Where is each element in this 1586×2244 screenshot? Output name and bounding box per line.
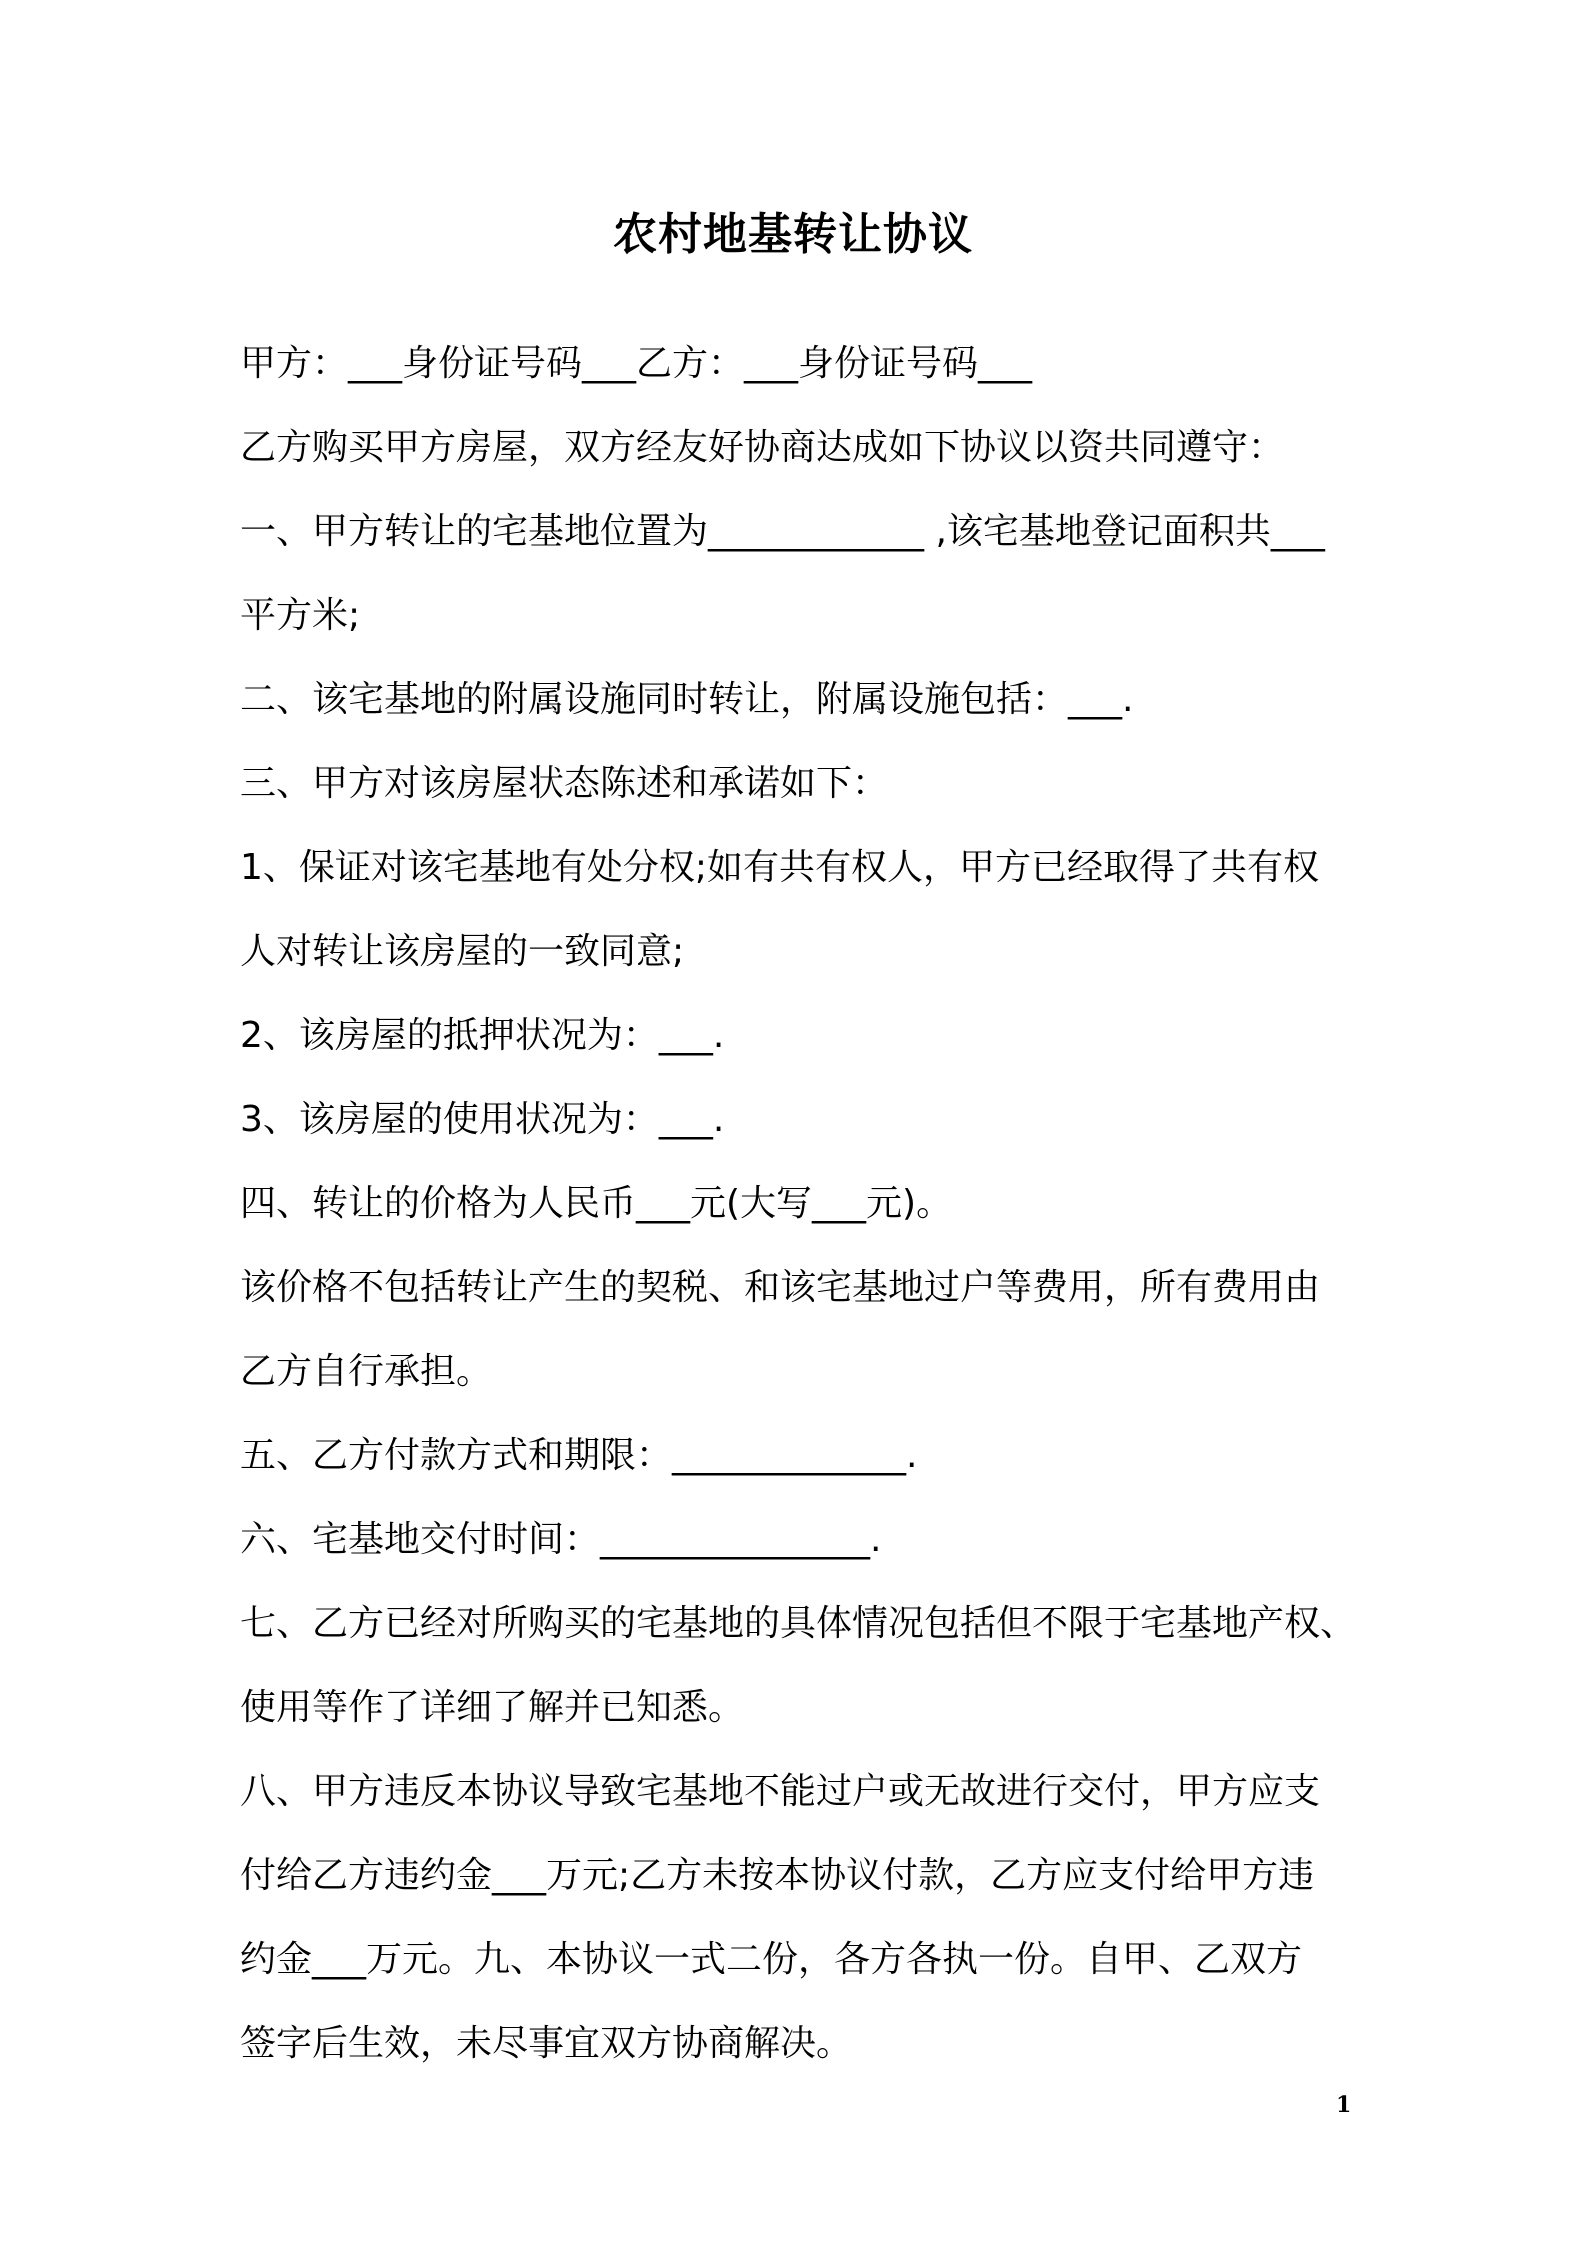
clause-8-line-2: 付给乙方违约金___万元;乙方未按本协议付款，乙方应支付给甲方违 (240, 1855, 1315, 1896)
clause-8-line-4: 签字后生效，未尽事宜双方协商解决。 (240, 2023, 853, 2064)
clause-1-line-2: 平方米; (240, 595, 361, 636)
clause-4-note-line-2: 乙方自行承担。 (240, 1351, 493, 1392)
clause-3-item-1-line-1: 1、保证对该宅基地有处分权;如有共有权人，甲方已经取得了共有权 (240, 847, 1320, 888)
clause-4-note-line-1: 该价格不包括转让产生的契税、和该宅基地过户等费用，所有费用由 (240, 1267, 1321, 1308)
clause-5-line: 五、乙方付款方式和期限：_____________. (240, 1435, 918, 1476)
clause-3-item-3-line: 3、该房屋的使用状况为：___. (240, 1099, 725, 1140)
clause-6-line: 六、宅基地交付时间：_______________. (240, 1519, 882, 1560)
clause-7-line-1: 七、乙方已经对所购买的宅基地的具体情况包括但不限于宅基地产权、 (240, 1603, 1357, 1644)
clause-3-item-2-line: 2、该房屋的抵押状况为：___. (240, 1015, 725, 1056)
document-title: 农村地基转让协议 (613, 209, 973, 260)
clause-3-item-1-line-2: 人对转让该房屋的一致同意; (240, 931, 685, 972)
clause-7-line-2: 使用等作了详细了解并已知悉。 (240, 1687, 745, 1728)
page-number: 1 (1336, 2092, 1352, 2118)
clause-2-line: 二、该宅基地的附属设施同时转让，附属设施包括：___. (240, 679, 1134, 720)
clause-8-line-1: 八、甲方违反本协议导致宅基地不能过户或无故进行交付，甲方应支 (240, 1771, 1321, 1812)
preamble-line: 乙方购买甲方房屋，双方经友好协商达成如下协议以资共同遵守： (240, 427, 1285, 468)
clause-4-line: 四、转让的价格为人民币___元(大写___元)。 (240, 1183, 953, 1224)
clause-8-line-3: 约金___万元。九、本协议一式二份，各方各执一份。自甲、乙双方 (240, 1939, 1303, 1980)
document-body (240, 322, 1370, 2086)
clause-3-line: 三、甲方对该房屋状态陈述和承诺如下： (240, 763, 889, 804)
parties-line: 甲方：___身份证号码___乙方：___身份证号码___ (240, 343, 1033, 384)
clause-1-line-1: 一、甲方转让的宅基地位置为____________ ,该宅基地登记面积共___ (240, 511, 1325, 552)
